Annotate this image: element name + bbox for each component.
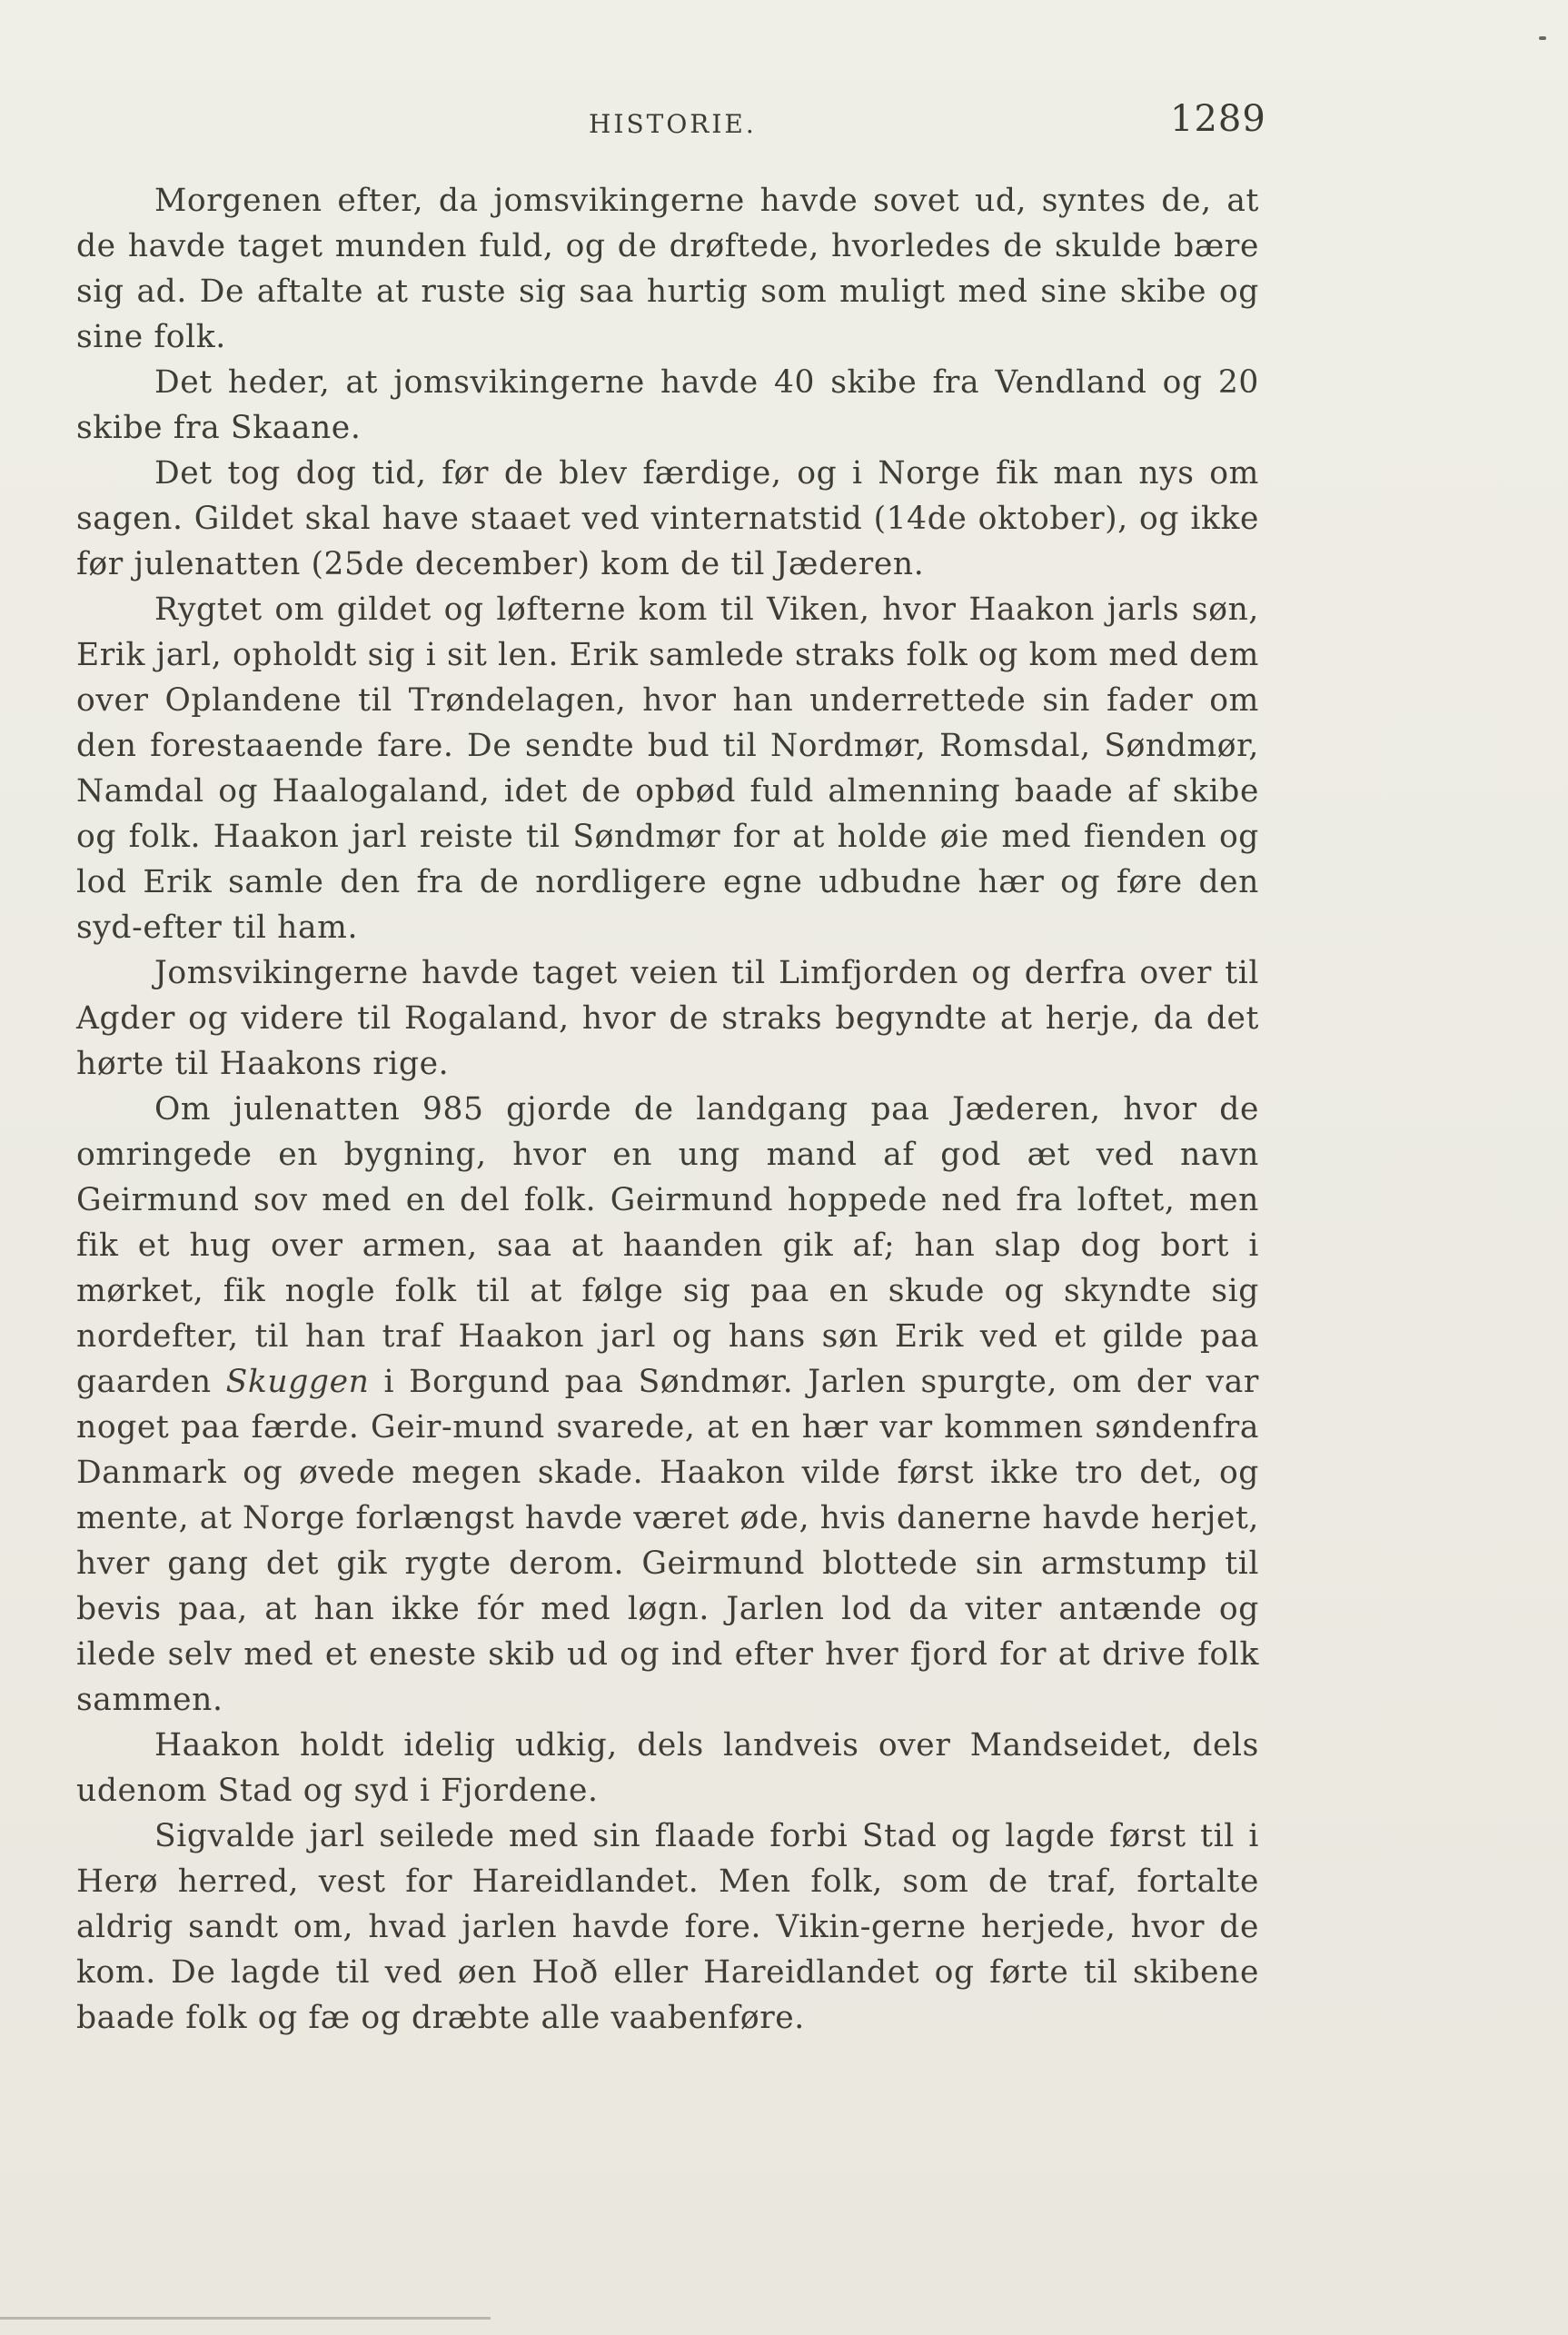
paragraph: Sigvalde jarl seilede med sin flaade forbi Stad og lagde først til i Herø herred, vest for Hareidlandet. Men folk, som de traf, fortalte aldrig sandt om, hvad jarlen havde fore. Vikin-gerne herjede, hvor de kom. De lagde til ved øen Hoð eller Hareidlandet og førte til skibene baade folk og fæ og dræbte alle vaabenføre. — [76, 1818, 1259, 2036]
paragraph — [76, 1087, 1259, 1723]
paragraph: Det heder, at jomsvikingerne havde 40 skibe fra Vendland og 20 skibe fra Skaane. — [76, 364, 1259, 446]
paragraph: Rygtet om gildet og løfterne kom til Viken, hvor Haakon jarls søn, Erik jarl, opholdt sig i sit len. Erik samlede straks folk og kom med dem over Oplandene til Trøndelagen, hvor han underrettede sin fader om den forestaaende fare. De sendte bud til Nordmør, Romsdal, Søndmør, Namdal og Haalogaland, idet de opbød fuld almenning baade af skibe og folk. Haakon jarl reiste til Søndmør for at holde øie med fienden og lod Erik samle den fra de nordligere egne udbudne hær og føre den syd-efter til ham. — [76, 591, 1259, 946]
paragraph: Morgenen efter, da jomsvikingerne havde sovet ud, syntes de, at de havde taget munden fuld, og de drøftede, hvorledes de skulde bære sig ad. De aftalte at ruste sig saa hurtig som muligt med sine skibe og sine folk. — [76, 183, 1259, 355]
body-text — [76, 178, 1259, 2041]
paragraph-text: Om julenatten 985 gjorde de landgang paa Jæderen, hvor de omringede en bygning, hvor en ung mand af god æt ved navn Geirmund sov med en del folk. Geirmund hoppede ned fra loftet, men fik et hug over armen, saa at haanden gik af; han slap dog bort i mørket, fik nogle folk til at følge sig paa en skude og skyndte sig nordefter, til han traf Haakon jarl og hans søn Erik ved et gilde paa gaarden — [76, 1091, 1259, 1400]
bottom-edge-line — [0, 2317, 491, 2320]
ink-speck — [1539, 36, 1546, 40]
page-header — [0, 96, 1568, 151]
running-head: HISTORIE. — [589, 109, 757, 139]
page-number: 1289 — [1170, 98, 1266, 140]
paragraph: Jomsvikingerne havde taget veien til Limfjorden og derfra over til Agder og videre til Rogaland, hvor de straks begyndte at herje, da det hørte til Haakons rige. — [76, 955, 1259, 1082]
paragraph: Haakon holdt idelig udkig, dels landveis over Mandseidet, dels udenom Stad og syd i Fjordene. — [76, 1727, 1259, 1809]
paragraph-text: i Borgund paa Søndmør. Jarlen spurgte, om der var noget paa færde. Geir-mund svarede, at en hær var kommen søndenfra Danmark og øvede megen skade. Haakon vilde først ikke tro det, og mente, at Norge forlængst havde været øde, hvis danerne havde herjet, hver gang det gik rygte derom. Geirmund blottede sin armstump til bevis paa, at han ikke fór med løgn. Jarlen lod da viter antænde og ilede selv med et eneste skib ud og ind efter hver fjord for at drive folk sammen. — [76, 1364, 1260, 1718]
paragraph: Det tog dog tid, før de blev færdige, og i Norge fik man nys om sagen. Gildet skal have staaet ved vinternatstid (14de oktober), og ikke før julenatten (25de december) kom de til Jæderen. — [76, 455, 1259, 582]
farm-name-italic: Skuggen — [225, 1364, 370, 1400]
